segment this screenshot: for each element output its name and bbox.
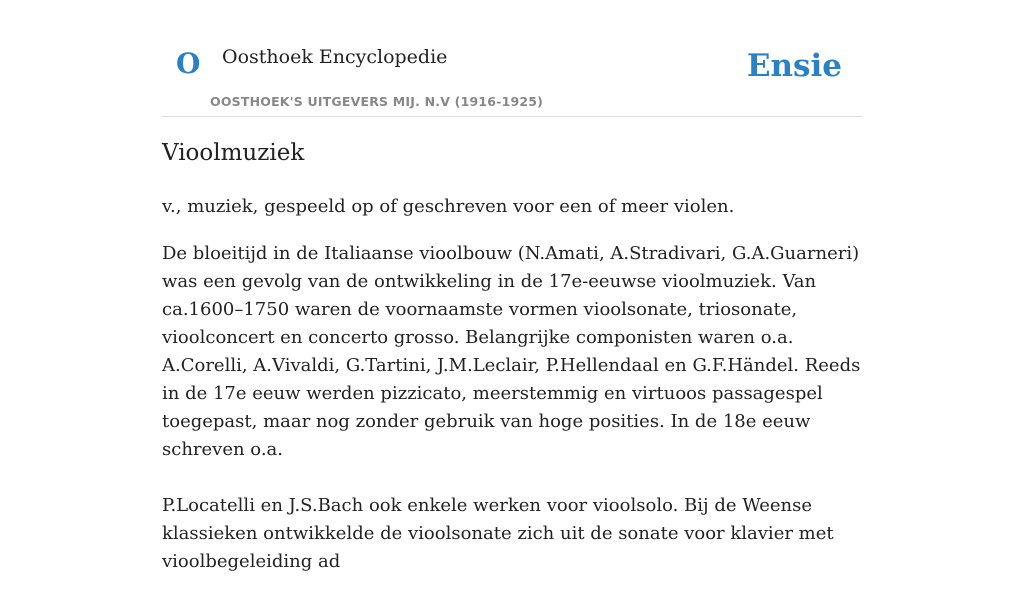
publisher-subtitle: OOSTHOEK'S UITGEVERS MIJ. N.V (1916-1925) bbox=[210, 94, 544, 109]
entry-definition: v., muziek, gespeeld op of geschreven voor een of meer violen. bbox=[162, 196, 735, 217]
page bbox=[162, 0, 862, 572]
logo-icon[interactable]: O bbox=[176, 47, 201, 80]
ensie-brand-logo[interactable]: Ensie bbox=[746, 48, 842, 84]
entry-body bbox=[162, 193, 862, 595]
entry-title: Vioolmuziek bbox=[162, 140, 305, 166]
entry-paragraph: P.Locatelli en J.S.Bach ook enkele werken voor vioolsolo. Bij de Weense klassieken ontwikkelde de vioolsonate zich uit de sonate voor klavier met vioolbegeleiding ad bbox=[162, 495, 834, 572]
site-title[interactable]: Oosthoek Encyclopedie bbox=[222, 46, 448, 68]
site-header bbox=[162, 0, 862, 117]
entry-paragraph: De bloeitijd in de Italiaanse vioolbouw (N.Amati, A.Stradivari, G.A.Guarneri) was een gevolg van de ontwikkeling in de 17e-eeuwse vioolmuziek. Van ca.1600–1750 waren de voornaamste vormen vioolsonate, triosonate, vioolconcert en concerto grosso. Belangrijke componisten waren o.a. A.Corelli, A.Vivaldi, G.Tartini, J.M.Leclair, P.Hellendaal en G.F.Händel. Reeds in de 17e eeuw werden pizzicato, meerstemmig en virtuoos passagespel toegepast, maar nog zonder gebruik van hoge posities. In de 18e eeuw schreven o.a. bbox=[162, 243, 861, 460]
